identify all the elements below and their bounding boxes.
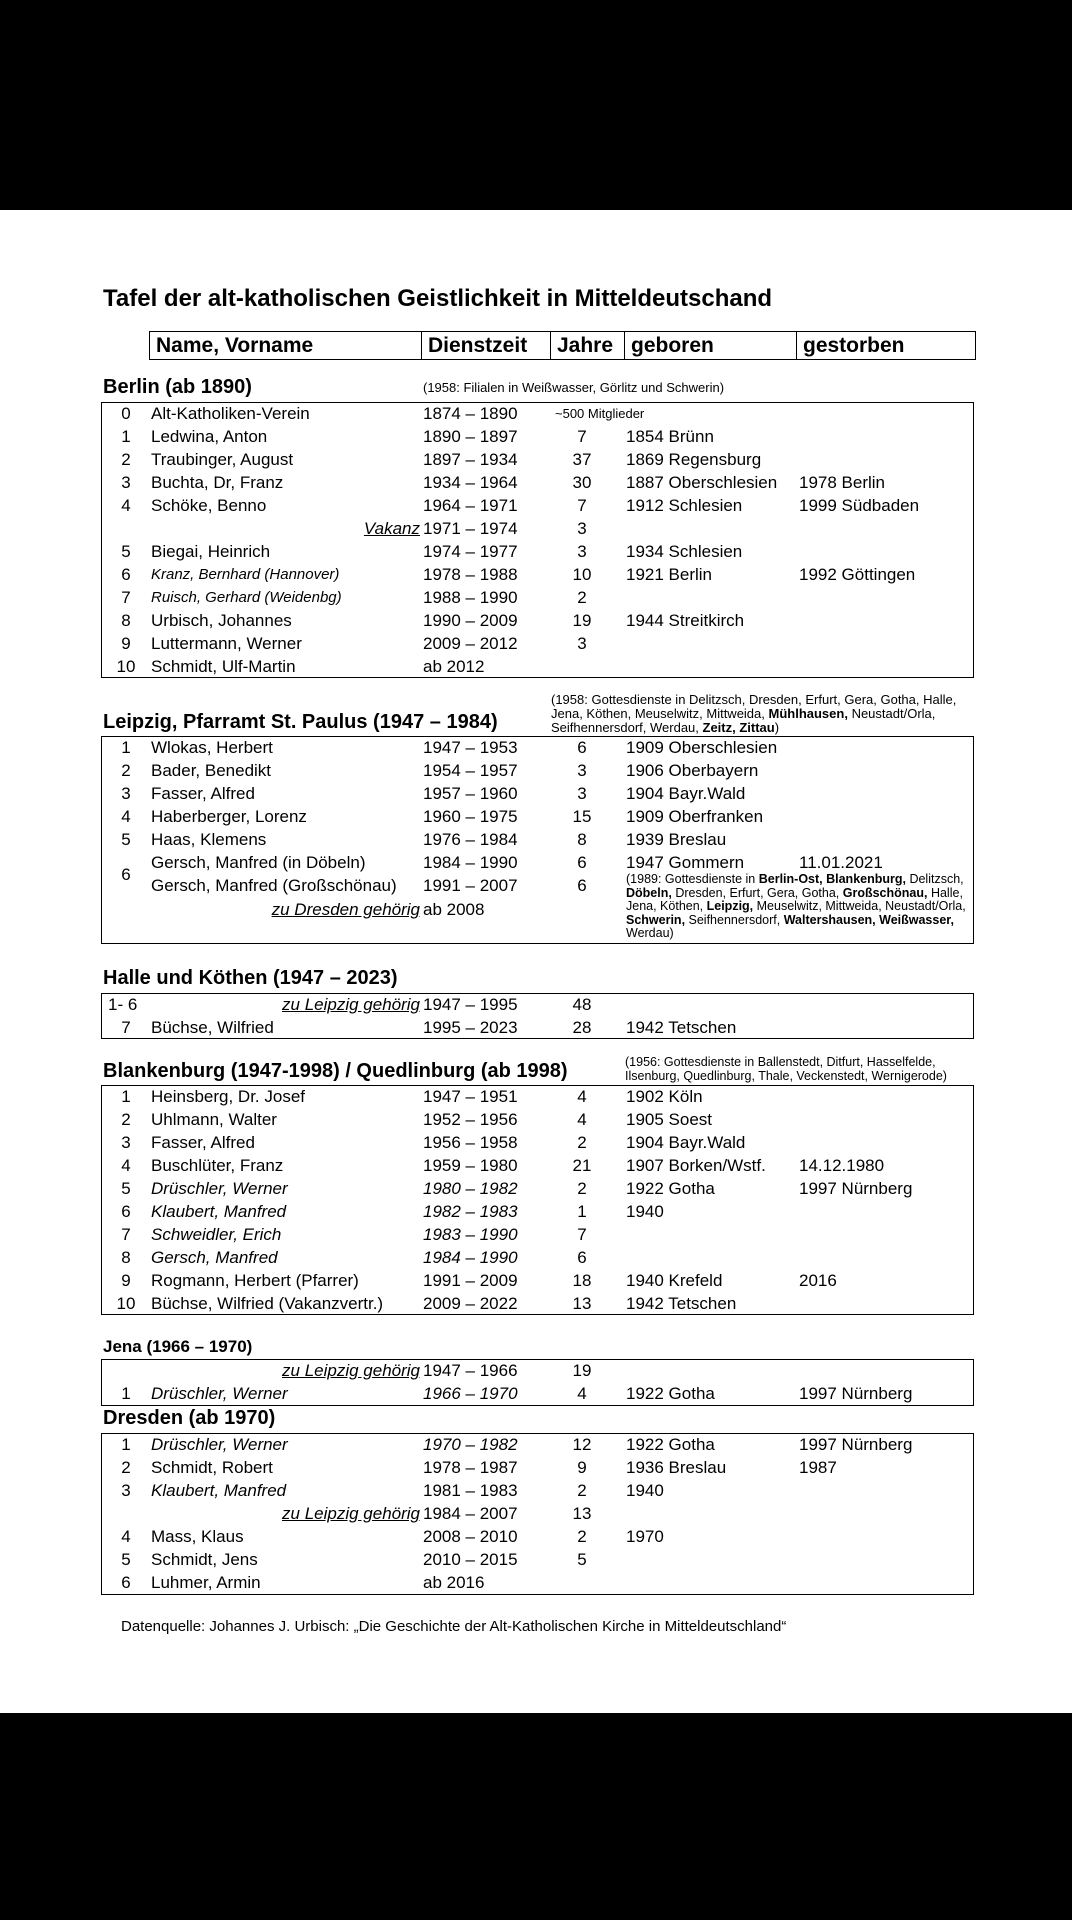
row-dienstzeit: 1954 – 1957 — [423, 761, 518, 780]
row-name: Drüschler, Werner — [151, 1384, 288, 1403]
row-name: Urbisch, Johannes — [151, 611, 292, 630]
table-row — [102, 402, 972, 425]
section-title-blankenburg: Blankenburg (1947-1998) / Quedlinburg (ab 1998) — [103, 1060, 568, 1082]
table-row — [102, 736, 972, 759]
row-name: Ledwina, Anton — [151, 427, 268, 446]
note-text: (1958: Gottesdienste in Delitzsch, Dresden, Erfurt, Gera, Gotha, Halle, Jena, Köthen, Meuselwitz, Mittweida, — [551, 692, 957, 721]
row-dienstzeit: 1934 – 1964 — [423, 473, 518, 492]
row-dienstzeit: 2009 – 2022 — [423, 1294, 518, 1313]
row-dienstzeit: 1984 – 1990 — [423, 853, 518, 872]
row-geboren: 1940 — [626, 1202, 664, 1221]
row-dienstzeit: 1957 – 1960 — [423, 784, 518, 803]
row-dienstzeit: 1978 – 1987 — [423, 1458, 518, 1477]
row-nr: 0 — [121, 404, 131, 423]
row-jahre: 13 — [572, 1504, 592, 1523]
row-jahre: 7 — [577, 496, 587, 515]
row-dienstzeit: 1971 – 1974 — [423, 519, 518, 538]
table-dresden — [101, 1433, 974, 1595]
row-gestorben: 1987 — [799, 1458, 837, 1477]
row-dienstzeit: 2008 – 2010 — [423, 1527, 518, 1546]
row-geboren: 1904 Bayr.Wald — [626, 784, 746, 803]
row-nr: 2 — [121, 1110, 131, 1129]
header-gestorben: gestorben — [796, 332, 974, 359]
row-dienstzeit: 1960 – 1975 — [423, 807, 518, 826]
row-jahre: 6 — [577, 876, 587, 895]
row-nr: 1- 6 — [108, 995, 138, 1014]
row-name: Drüschler, Werner — [151, 1435, 288, 1454]
column-header-row — [149, 331, 976, 360]
note-text-bold: Mühlhausen, — [768, 706, 848, 721]
row-jahre: 7 — [577, 1225, 587, 1244]
section-note-blankenburg: (1956: Gottesdienste in Ballenstedt, Ditfurt, Hasselfelde, Ilsenburg, Quedlinburg, Thale, Veckenstedt, Wernigerode) — [625, 1055, 947, 1083]
table-row — [102, 563, 972, 586]
row-nr: 5 — [121, 1550, 131, 1569]
row-nr: 9 — [121, 634, 131, 653]
row-name: Bader, Benedikt — [151, 761, 272, 780]
row-dienstzeit: 1984 – 1990 — [423, 1248, 518, 1267]
row-geboren: 1907 Borken/Wstf. — [626, 1156, 766, 1175]
row-dienstzeit: 1959 – 1980 — [423, 1156, 518, 1175]
row-nr: 2 — [121, 450, 131, 469]
row-name: Schmidt, Robert — [151, 1458, 273, 1477]
row-geboren: 1902 Köln — [626, 1087, 703, 1106]
row-jahre: 3 — [577, 634, 587, 653]
row-geboren: 1869 Regensburg — [626, 450, 762, 469]
row-name: Schöke, Benno — [151, 496, 267, 515]
row-geboren: 1934 Schlesien — [626, 542, 743, 561]
row-name: Drüschler, Werner — [151, 1179, 288, 1198]
row-geboren: 1912 Schlesien — [626, 496, 743, 515]
row-name: Fasser, Alfred — [151, 784, 255, 803]
row-nr: 4 — [121, 1156, 131, 1175]
row-vakanz: Vakanz — [363, 519, 420, 538]
row-dienstzeit: 1947 – 1966 — [423, 1361, 518, 1380]
row-gestorben: 2016 — [799, 1271, 837, 1290]
note-text-bold: Großschönau, — [842, 885, 928, 900]
note-text: Werdau) — [626, 926, 674, 940]
row-dienstzeit: 1897 – 1934 — [423, 450, 518, 469]
row-jahre: 3 — [577, 761, 587, 780]
row-jahre: 6 — [577, 738, 587, 757]
row-name: Ruisch, Gerhard (Weidenbg) — [151, 589, 342, 606]
row-nr: 5 — [121, 1179, 131, 1198]
row-geboren: 1906 Oberbayern — [626, 761, 759, 780]
table-row — [102, 494, 972, 517]
section-title-berlin: Berlin (ab 1890) — [103, 376, 252, 398]
row-jahre: 2 — [577, 1481, 587, 1500]
row-dienstzeit: 1978 – 1988 — [423, 565, 518, 584]
note-text: Dresden, Erfurt, Gera, Gotha, — [671, 885, 843, 900]
table-row — [102, 1200, 972, 1223]
row-name: Klaubert, Manfred — [151, 1481, 287, 1500]
note-text: Delitzsch, — [905, 872, 964, 886]
row-zu-leipzig: zu Leipzig gehörig — [282, 1361, 420, 1380]
row-jahre: 4 — [577, 1110, 587, 1129]
row-geboren: 1942 Tetschen — [626, 1018, 737, 1037]
row-dienstzeit: 1981 – 1983 — [423, 1481, 518, 1500]
row-jahre: 28 — [572, 1018, 592, 1037]
row-gestorben: 1999 Südbaden — [799, 496, 920, 515]
row-jahre: 4 — [577, 1087, 587, 1106]
row-name: Schmidt, Jens — [151, 1550, 258, 1569]
row-jahre: 2 — [577, 1179, 587, 1198]
table-blankenburg — [101, 1085, 974, 1315]
row-geboren: 1940 — [626, 1481, 664, 1500]
row-name: Klaubert, Manfred — [151, 1202, 287, 1221]
row-jahre: 3 — [577, 784, 587, 803]
row-geboren: 1944 Streitkirch — [626, 611, 745, 630]
row-name: Wlokas, Herbert — [151, 738, 273, 757]
row-name: Luhmer, Armin — [151, 1573, 261, 1592]
row-jahre: 30 — [572, 473, 592, 492]
row-dienstzeit: 1947 – 1951 — [423, 1087, 518, 1106]
row-jahre: 19 — [572, 1361, 592, 1380]
table-row — [102, 1571, 972, 1594]
row-geboren: 1936 Breslau — [626, 1458, 727, 1477]
row-jahre: 1 — [577, 1202, 587, 1221]
row-nr: 10 — [116, 657, 136, 676]
row-name: Schweidler, Erich — [151, 1225, 282, 1244]
row-jahre: 21 — [572, 1156, 592, 1175]
table-row — [102, 540, 972, 563]
table-row — [102, 782, 972, 805]
table-halle — [101, 993, 974, 1039]
row-dienstzeit: 1966 – 1970 — [423, 1384, 518, 1403]
row-dienstzeit: 1976 – 1984 — [423, 830, 518, 849]
row-nr: 7 — [121, 1018, 131, 1037]
row-nr: 1 — [121, 1087, 131, 1106]
section-title-leipzig-text: Leipzig, Pfarramt St. Paulus (1947 – 1984) — [103, 711, 498, 733]
table-row — [102, 586, 972, 609]
note-text-bold: Berlin-Ost, Blankenburg, — [758, 872, 906, 886]
row-dienstzeit: 1991 – 2007 — [423, 876, 518, 895]
row-nr: 3 — [121, 784, 131, 803]
row-name: Büchse, Wilfried (Vakanzvertr.) — [151, 1294, 384, 1313]
row-jahre: 4 — [577, 1384, 587, 1403]
section-note-leipzig — [551, 693, 971, 735]
row-dienstzeit: 2010 – 2015 — [423, 1550, 518, 1569]
row-jahre: 2 — [577, 1133, 587, 1152]
row-name: Luttermann, Werner — [151, 634, 302, 653]
table-row — [102, 471, 972, 494]
row-name: Alt-Katholiken-Verein — [151, 404, 310, 423]
row-dienstzeit: 1983 – 1990 — [423, 1225, 518, 1244]
row-jahre: 15 — [572, 807, 592, 826]
row-jahre: 7 — [577, 427, 587, 446]
row-zu-dresden: zu Dresden gehörig — [271, 900, 420, 919]
row-name: Rogmann, Herbert (Pfarrer) — [151, 1271, 359, 1290]
row-jahre: 3 — [577, 542, 587, 561]
row-dienstzeit: ab 2008 — [423, 900, 485, 919]
header-name: Name, Vorname — [156, 334, 314, 357]
row-jahre: 6 — [577, 1248, 587, 1267]
row-nr: 8 — [121, 611, 131, 630]
note-text: ) — [774, 720, 780, 735]
row-geboren: 1905 Soest — [626, 1110, 713, 1129]
note-text-bold: Zeitz, Zittau — [702, 720, 775, 735]
row-nr: 2 — [121, 761, 131, 780]
row-geboren: 1921 Berlin — [626, 565, 713, 584]
row-nr: 1 — [121, 1435, 131, 1454]
row-nr: 3 — [121, 1133, 131, 1152]
row-jahre: 2 — [577, 1527, 587, 1546]
table-row — [102, 1246, 972, 1269]
row-jahre: 13 — [572, 1294, 592, 1313]
row-jahre: 18 — [572, 1271, 592, 1290]
row-geboren: 1922 Gotha — [626, 1435, 715, 1454]
note-text-bold: Waltershausen, Weißwasser, — [783, 912, 954, 927]
table-row — [102, 1433, 972, 1456]
table-row — [102, 1502, 972, 1525]
note-text-bold: Döbeln, — [626, 885, 672, 900]
note-text: Neustadt/Orla, Seifhennersdorf, Werdau, — [551, 706, 936, 735]
row-nr: 7 — [121, 1225, 131, 1244]
table-row — [102, 1085, 972, 1108]
row-jahre: 5 — [577, 1550, 587, 1569]
row-geboren: 1922 Gotha — [626, 1179, 715, 1198]
table-row — [102, 759, 972, 782]
row-jahre: 9 — [577, 1458, 587, 1477]
row-geboren: 1904 Bayr.Wald — [626, 1133, 746, 1152]
row-name: Haberberger, Lorenz — [151, 807, 307, 826]
section-title-halle: Halle und Köthen (1947 – 2023) — [103, 967, 398, 989]
row-nr: 10 — [116, 1294, 136, 1313]
row-dienstzeit: 1956 – 1958 — [423, 1133, 518, 1152]
row-dienstzeit: ab 2012 — [423, 657, 485, 676]
row-nr: 7 — [121, 588, 131, 607]
row-nr: 4 — [121, 1527, 131, 1546]
row-name: Gersch, Manfred (Großschönau) — [151, 876, 397, 895]
row-nr: 9 — [121, 1271, 131, 1290]
row-jahre: 48 — [572, 995, 592, 1014]
table-row — [102, 517, 972, 540]
section-note-leipzig-1989 — [626, 873, 971, 941]
note-text: Seifhennersdorf, — [685, 912, 784, 927]
row-geboren: 1854 Brünn — [626, 427, 714, 446]
row-nr: 6 — [121, 565, 131, 584]
row-dienstzeit: 1970 – 1982 — [423, 1435, 518, 1454]
section-title-jena: Jena (1966 – 1970) — [103, 1337, 253, 1356]
row-name: Uhlmann, Walter — [151, 1110, 277, 1129]
row-nr: 6 — [121, 1573, 131, 1592]
row-nr: 5 — [121, 542, 131, 561]
table-row — [102, 1479, 972, 1502]
row-nr: 5 — [121, 830, 131, 849]
row-dienstzeit: 1982 – 1983 — [423, 1202, 518, 1221]
row-name: Gersch, Manfred (in Döbeln) — [151, 853, 366, 872]
row-jahre: 8 — [577, 830, 587, 849]
row-geboren: 1940 Krefeld — [626, 1271, 723, 1290]
row-dienstzeit: 1995 – 2023 — [423, 1018, 518, 1037]
table-row — [102, 1382, 972, 1405]
row-jahre: 37 — [572, 450, 592, 469]
row-jahre: 2 — [577, 588, 587, 607]
row-nr: 1 — [121, 1384, 131, 1403]
table-row — [102, 1292, 972, 1315]
row-jahre: 6 — [577, 853, 587, 872]
row-nr: 8 — [121, 1248, 131, 1267]
row-zu-leipzig: zu Leipzig gehörig — [282, 995, 420, 1014]
row-dienstzeit: 2009 – 2012 — [423, 634, 518, 653]
section-title-dresden: Dresden (ab 1970) — [103, 1407, 276, 1429]
row-dienstzeit: ab 2016 — [423, 1573, 485, 1592]
row-gestorben: 1997 Nürnberg — [799, 1384, 913, 1403]
row-gestorben: 1997 Nürnberg — [799, 1435, 913, 1454]
table-row — [102, 1131, 972, 1154]
table-row — [102, 609, 972, 632]
row-dienstzeit: 1947 – 1953 — [423, 738, 518, 757]
table-row — [102, 1016, 972, 1039]
row-dienstzeit: 1947 – 1995 — [423, 995, 518, 1014]
header-geboren: geboren — [624, 332, 796, 359]
row-gestorben: 1997 Nürnberg — [799, 1179, 913, 1198]
table-berlin — [101, 402, 974, 678]
row-nr: 3 — [121, 1481, 131, 1500]
row-zu-leipzig: zu Leipzig gehörig — [282, 1504, 420, 1523]
row-geboren: 1909 Oberschlesien — [626, 738, 778, 757]
row-geboren: 1909 Oberfranken — [626, 807, 764, 826]
row-name: Kranz, Bernhard (Hannover) — [151, 566, 340, 583]
row-jahre: 10 — [572, 565, 592, 584]
note-text: Meuselwitz, Mittweida, Neustadt/Orla, — [753, 899, 966, 913]
row-geboren: 1947 Gommern — [626, 853, 745, 872]
row-gestorben: 1992 Göttingen — [799, 565, 916, 584]
row-name: Biegai, Heinrich — [151, 542, 271, 561]
row-dienstzeit: 1952 – 1956 — [423, 1110, 518, 1129]
row-nr: 3 — [121, 473, 131, 492]
note-text-bold: Leipzig, — [706, 899, 754, 913]
row-dienstzeit: 1984 – 2007 — [423, 1504, 518, 1523]
row-jahre: 3 — [577, 519, 587, 538]
table-row — [102, 1177, 972, 1200]
row-nr: 1 — [121, 738, 131, 757]
table-row — [102, 993, 972, 1016]
row-geboren: 1922 Gotha — [626, 1384, 715, 1403]
note-text: Halle, Jena, Köthen, — [626, 885, 963, 913]
table-row — [102, 655, 972, 678]
row-dienstzeit: 1991 – 2009 — [423, 1271, 518, 1290]
table-row — [102, 1223, 972, 1246]
table-row — [102, 1108, 972, 1131]
row-dienstzeit: 1874 – 1890 — [423, 404, 518, 423]
row-jahre: ~500 Mitglieder — [555, 406, 645, 421]
row-name: Heinsberg, Dr. Josef — [151, 1087, 306, 1106]
row-nr: 1 — [121, 427, 131, 446]
row-jahre: 19 — [572, 611, 592, 630]
table-row — [102, 1269, 972, 1292]
row-name: Traubinger, August — [151, 450, 294, 469]
header-dienstzeit: Dienstzeit — [421, 332, 550, 359]
row-gestorben: 11.01.2021 — [799, 853, 883, 872]
row-geboren: 1939 Breslau — [626, 830, 727, 849]
row-nr: 6 — [121, 865, 131, 884]
row-gestorben: 14.12.1980 — [799, 1156, 885, 1175]
document-page — [0, 210, 1072, 1713]
table-row — [102, 805, 972, 828]
table-row — [102, 632, 972, 655]
table-row — [102, 1359, 972, 1382]
header-jahre: Jahre — [550, 332, 624, 359]
row-nr: 4 — [121, 807, 131, 826]
table-row — [102, 1456, 972, 1479]
row-name: Gersch, Manfred — [151, 1248, 278, 1267]
row-geboren: 1887 Oberschlesien — [626, 473, 778, 492]
row-name: Mass, Klaus — [151, 1527, 244, 1546]
page-title: Tafel der alt-katholischen Geistlichkeit in Mitteldeutschand — [103, 285, 773, 312]
row-name: Schmidt, Ulf-Martin — [151, 657, 296, 676]
section-title-leipzig — [103, 711, 498, 734]
source-note: Datenquelle: Johannes J. Urbisch: „Die Geschichte der Alt-Katholischen Kirche in Mitteldeutschland“ — [121, 1618, 787, 1635]
table-leipzig — [101, 736, 974, 944]
note-text: (1989: Gottesdienste in — [626, 872, 759, 886]
row-gestorben: 1978 Berlin — [799, 473, 886, 492]
table-row — [102, 425, 972, 448]
row-dienstzeit: 1990 – 2009 — [423, 611, 518, 630]
row-nr: 4 — [121, 496, 131, 515]
row-name: Fasser, Alfred — [151, 1133, 255, 1152]
row-dienstzeit: 1980 – 1982 — [423, 1179, 518, 1198]
table-row — [102, 828, 972, 851]
row-jahre: 12 — [572, 1435, 592, 1454]
row-dienstzeit: 1988 – 1990 — [423, 588, 518, 607]
row-nr: 2 — [121, 1458, 131, 1477]
table-row — [102, 1154, 972, 1177]
note-text-bold: Schwerin, — [626, 912, 686, 927]
row-nr: 6 — [121, 1202, 131, 1221]
table-row — [102, 448, 972, 471]
row-name: Büchse, Wilfried — [151, 1018, 274, 1037]
table-row — [102, 1548, 972, 1571]
row-dienstzeit: 1890 – 1897 — [423, 427, 518, 446]
row-dienstzeit: 1974 – 1977 — [423, 542, 518, 561]
row-geboren: 1970 — [626, 1527, 664, 1546]
row-name: Buschlüter, Franz — [151, 1156, 284, 1175]
table-row — [102, 1525, 972, 1548]
section-note-berlin: (1958: Filialen in Weißwasser, Görlitz und Schwerin) — [423, 380, 725, 395]
row-name: Buchta, Dr, Franz — [151, 473, 284, 492]
row-name: Haas, Klemens — [151, 830, 267, 849]
row-geboren: 1942 Tetschen — [626, 1294, 737, 1313]
row-dienstzeit: 1964 – 1971 — [423, 496, 518, 515]
table-jena — [101, 1359, 974, 1406]
